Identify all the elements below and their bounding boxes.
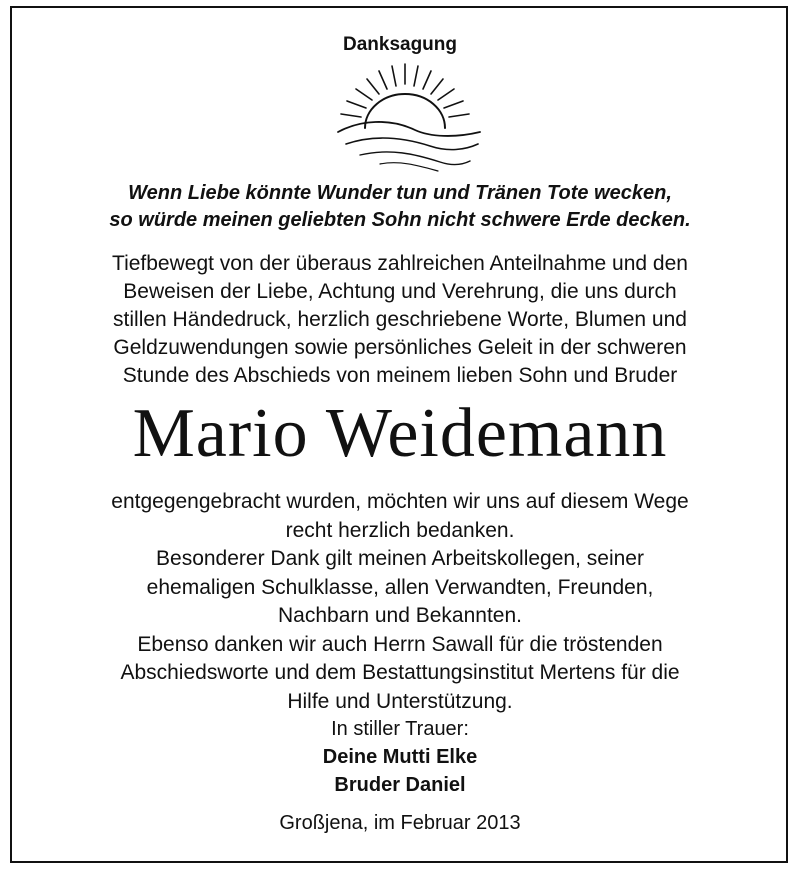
text-line: Beweisen der Liebe, Achtung und Verehrung, die uns durch [123,280,677,303]
text-line: Nachbarn und Bekannten. [277,604,522,627]
thanks-text-top [0,250,800,390]
text-line: Hilfe und Unterstützung. [287,689,513,713]
text-line: Besonderer Dank gilt meinen Arbeitskollegen, seiner [156,547,644,570]
text-line: stillen Händedruck, herzlich geschriebene Worte, Blumen und [113,308,687,331]
motto [0,180,800,234]
mourning-label: In stiller Trauer: [331,718,469,740]
deceased-name: Mario Weidemann [132,395,668,472]
text-line: Abschiedsworte und dem Bestattungsinstitut Mertens für die [120,661,680,684]
motto-line: Wenn Liebe könnte Wunder tun und Tränen Tote wecken, [128,182,672,204]
place-date: Großjena, im Februar 2013 [279,812,521,834]
thanks-text-bottom [0,488,800,716]
text-line: Geldzuwendungen sowie persönliches Geleit in der schweren [113,336,687,359]
text-line: Stunde des Abschieds von meinem lieben Sohn und Bruder [122,364,678,387]
mourner-name: Deine Mutti Elke [322,746,478,768]
text-line: ehemaligen Schulklasse, allen Verwandten, Freunden, [146,575,654,599]
text-line: entgegengebracht wurden, möchten wir uns auf diesem Wege [111,490,689,513]
closing-block [0,715,800,799]
mourner-name: Bruder Daniel [334,774,466,796]
rising-sun-icon [320,58,490,176]
text-line: Tiefbewegt von der überaus zahlreichen Anteilnahme und den [112,252,688,275]
motto-line: so würde meinen geliebten Sohn nicht schwere Erde decken. [109,209,691,231]
text-line: Ebenso danken wir auch Herrn Sawall für die tröstenden [137,632,663,656]
notice-heading: Danksagung [342,34,458,55]
text-line: recht herzlich bedanken. [285,518,515,542]
